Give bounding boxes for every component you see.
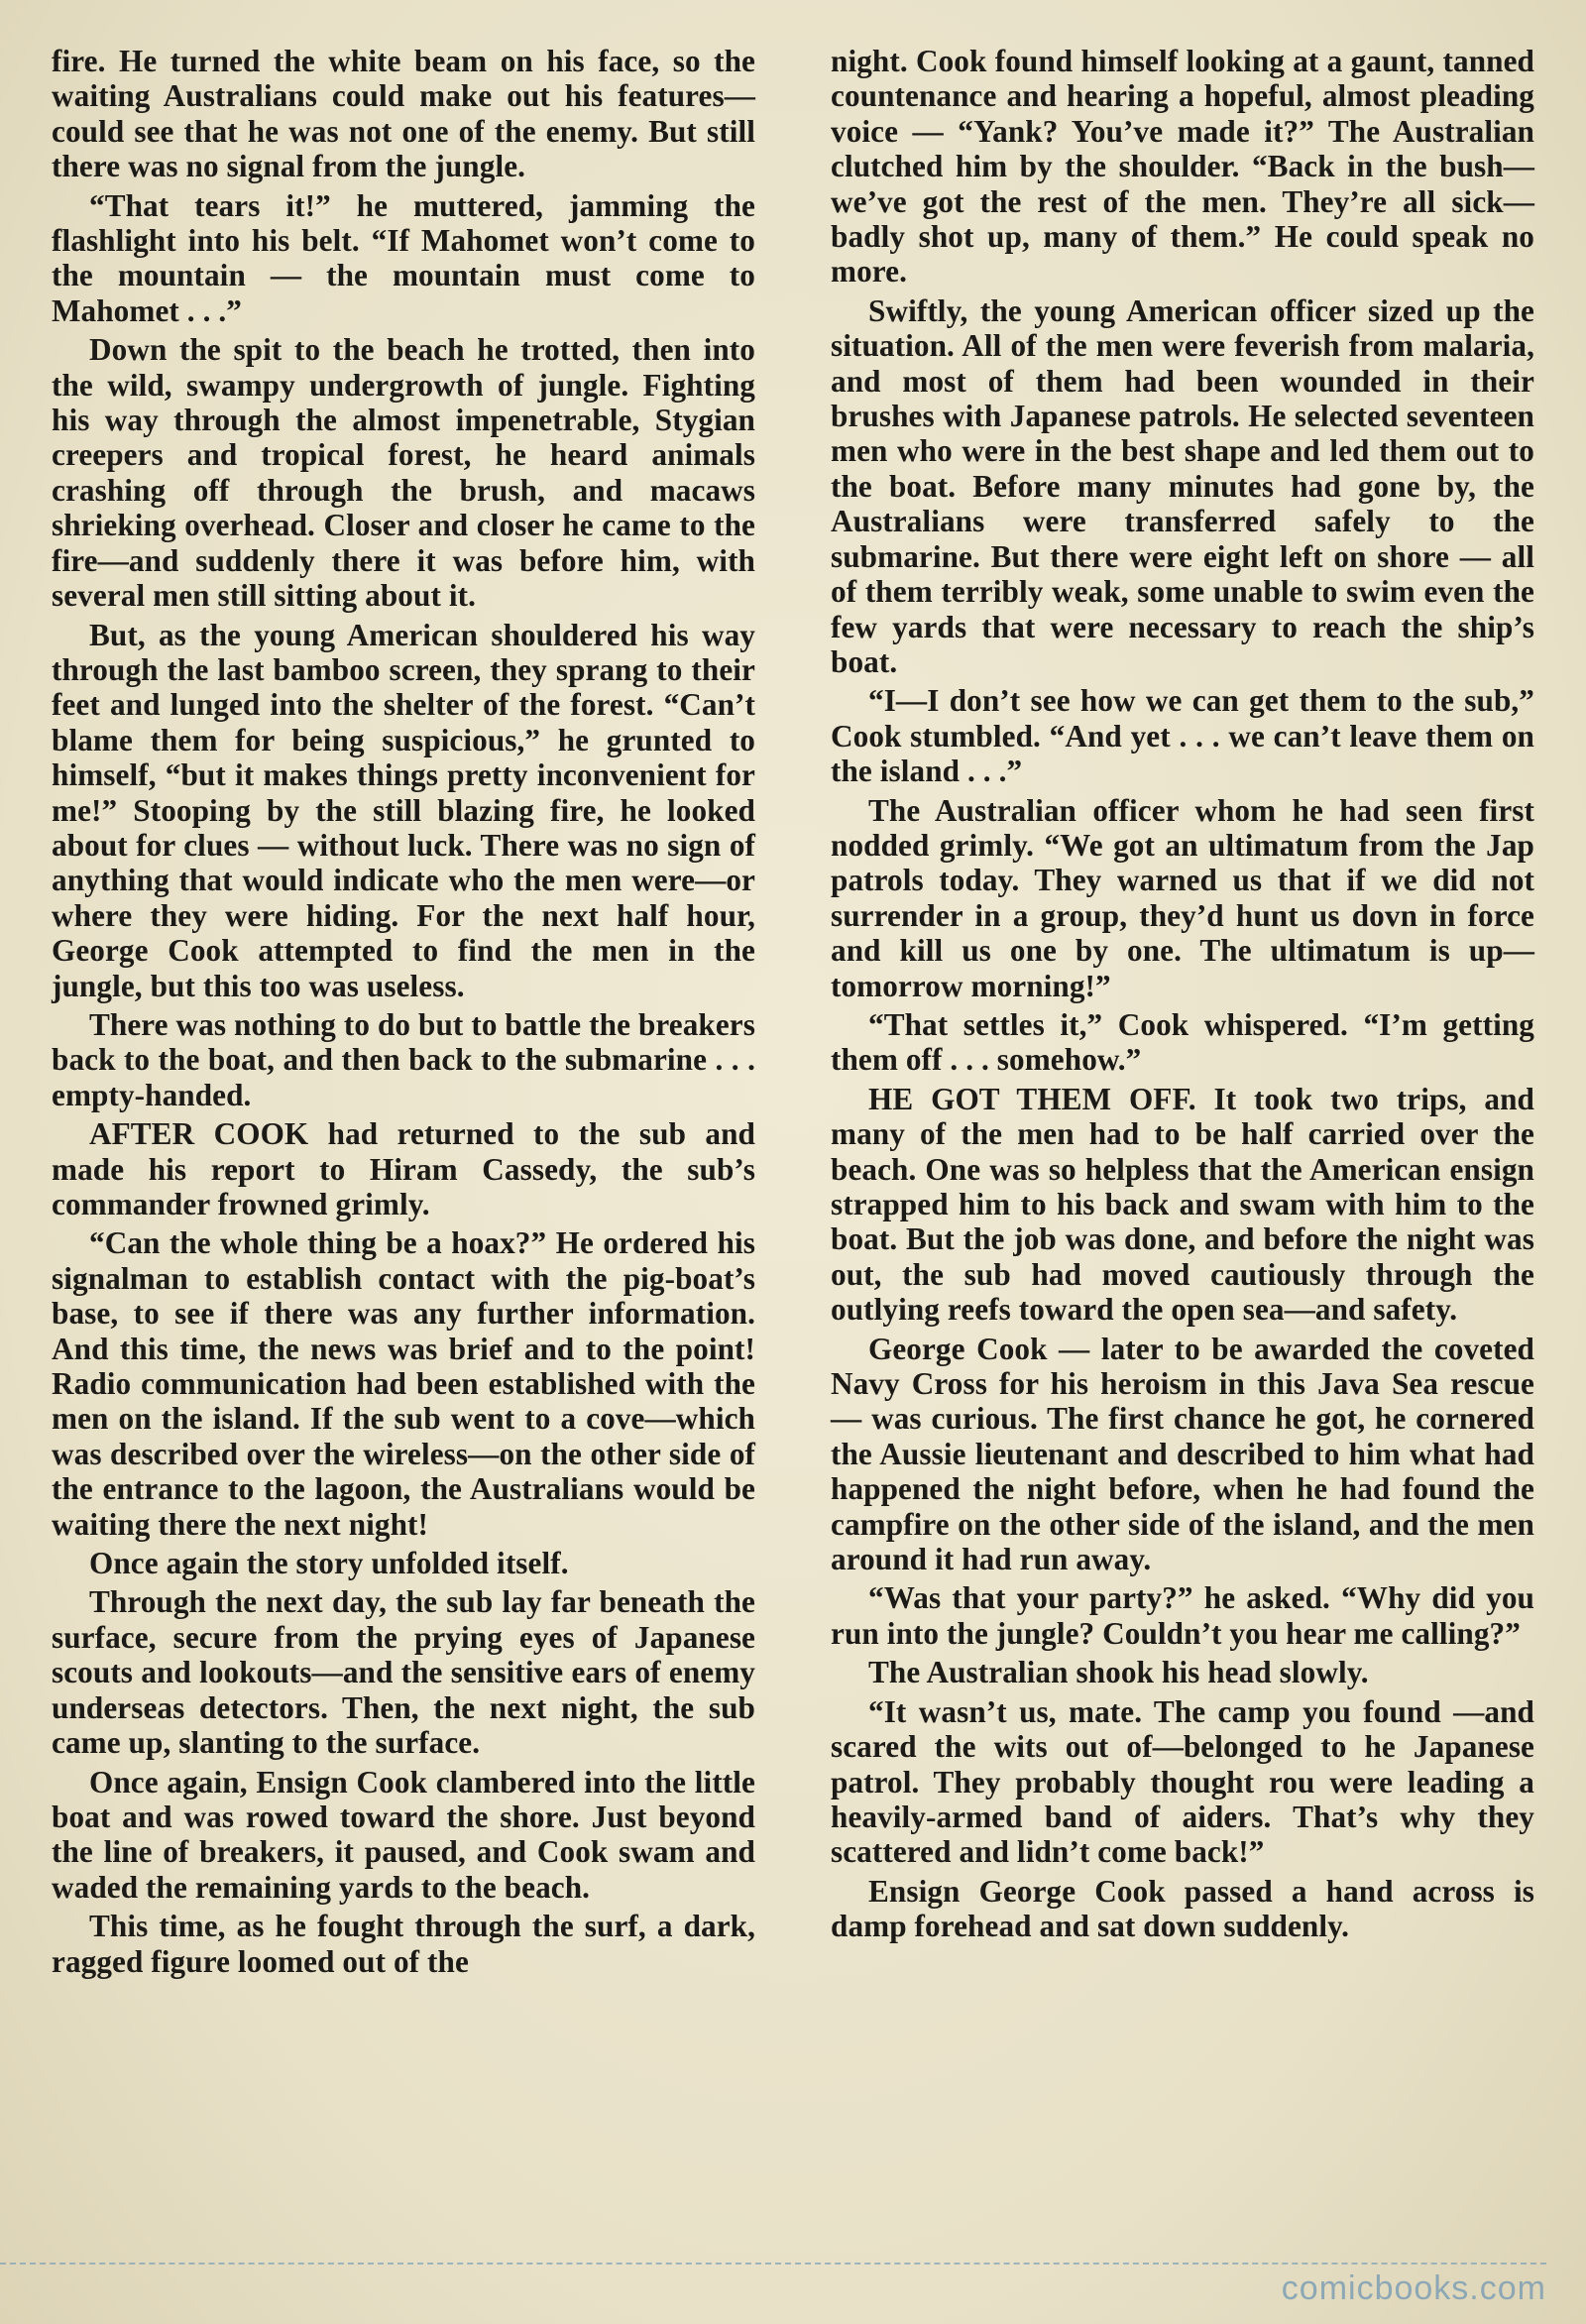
text-column-left: [52, 44, 755, 1983]
paragraph: “That tears it!” he muttered, jamming the flashlight into his belt. “If Mahomet won’t come to the mountain — the mountain must come to Mahomet . . .”: [52, 187, 755, 328]
paragraph: This time, as he fought through the surf, a dark, ragged figure loomed out of the: [52, 1909, 755, 1979]
paragraph: “That settles it,” Cook whispered. “I’m getting them off . . . somehow.”: [831, 1006, 1534, 1078]
watermark: comicbooks.com: [1281, 2269, 1546, 2307]
paragraph: Through the next day, the sub lay far beneath the surface, secure from the prying eyes of Japanese scouts and lookouts—and the sensitive ears of enemy underseas detectors. Then, the next night, the sub came up, slanting to the surface.: [52, 1584, 755, 1761]
paragraph: Once again, Ensign Cook clambered into the little boat and was rowed toward the shore. Just beyond the line of breakers, it paused, and Cook swam and waded the remaining yards to the beach.: [52, 1764, 755, 1905]
paragraph: But, as the young American shouldered his way through the last bamboo screen, they sprang to their feet and lunged into the shelter of the forest. “Can’t blame them for being suspicious,” he grunted to himself, “but it makes things pretty inconvenient for me!” Stooping by the still blazing fire, he looked about for clues — without luck. There was no sign of anything that would indicate who the men were—or where they were hiding. For the next half hour, George Cook attempted to find the men in the jungle, but this too was useless.: [52, 617, 755, 1003]
paragraph: There was nothing to do but to battle the breakers back to the boat, and then back to the submarine . . . empty-handed.: [52, 1006, 755, 1112]
paragraph: Once again the story unfolded itself.: [89, 1546, 569, 1581]
paragraph: HE GOT THEM OFF. It took two trips, and many of the men had to be half carried over the beach. One was so helpless that the American ensign strapped him to his back and swam with him to the boat. But the job was done, and before the night was out, the sub had moved cautiously through the outlying reefs toward the open sea—and safety.: [831, 1081, 1534, 1328]
paragraph: The Australian officer whom he had seen first nodded grimly. “We got an ultimatum from the Jap patrols today. They warned us that if we did not surrender in a group, they’d hunt us dovn in force and kill us one by one. The ultimatum is up—tomorrow morning!”: [831, 792, 1534, 1003]
paragraph: Ensign George Cook passed a hand across is damp forehead and sat down suddenly.: [831, 1873, 1534, 1944]
paragraph: fire. He turned the white beam on his face, so the waiting Australians could make out his features—could see that he was not one of the enemy. But still there was no signal from the jungle.: [52, 44, 755, 184]
paragraph: The Australian shook his head slowly.: [868, 1655, 1369, 1690]
text-column-right: [831, 44, 1534, 1948]
paragraph: “Was that your party?” he asked. “Why did you run into the jungle? Couldn’t you hear me calling?”: [831, 1580, 1534, 1651]
paragraph: Swiftly, the young American officer sized up the situation. All of the men were feverish from malaria, and most of them had been wounded in their brushes with Japanese patrols. He selected seventeen men who were in the best shape and led them out to the boat. Before many minutes had gone by, the Australians were transferred safely to the submarine. But there were eight left on shore — all of them terribly weak, some unable to swim even the few yards that were necessary to reach the ship’s boat.: [831, 292, 1534, 679]
paragraph: night. Cook found himself looking at a gaunt, tanned countenance and hearing a hopeful, almost pleading voice — “Yank? You’ve made it?” The Australian clutched him by the shoulder. “Back in the bush—we’ve got the rest of the men. They’re all sick—badly shot up, many of them.” He could speak no more.: [831, 44, 1534, 290]
paragraph: AFTER COOK had returned to the sub and made his report to Hiram Cassedy, the sub’s commander frowned grimly.: [52, 1116, 755, 1221]
paragraph: “Can the whole thing be a hoax?” He ordered his signalman to establish contact with the pig-boat’s base, to see if there was any further information. And this time, the news was brief and to the point! Radio communication had been established with the men on the island. If the sub went to a cove—which was described over the wireless—on the other side of the entrance to the lagoon, the Australians would be waiting there the next night!: [52, 1225, 755, 1542]
paragraph: George Cook — later to be awarded the coveted Navy Cross for his heroism in this Java Sea rescue — was curious. The first chance he got, he cornered the Aussie lieutenant and described to him what had happened the night before, when he had found the campfire on the other side of the island, and the men around it had run away.: [831, 1331, 1534, 1577]
paragraph: “It wasn’t us, mate. The camp you found —and scared the wits out of—belonged to he Japanese patrol. They probably thought rou were leading a heavily-armed band of aiders. That’s why they scattered and lidn’t come back!”: [831, 1693, 1534, 1870]
page-edge-divider: [0, 2263, 1546, 2265]
paragraph: Down the spit to the beach he trotted, then into the wild, swampy undergrowth of jungle. Fighting his way through the almost impenetrable, Stygian creepers and tropical forest, he heard animals crashing off through the brush, and macaws shrieking overhead. Closer and closer he came to the fire—and suddenly there it was before him, with several men still sitting about it.: [52, 332, 755, 614]
paragraph: “I—I don’t see how we can get them to the sub,” Cook stumbled. “And yet . . . we can’t leave them on the island . . .”: [831, 683, 1534, 789]
